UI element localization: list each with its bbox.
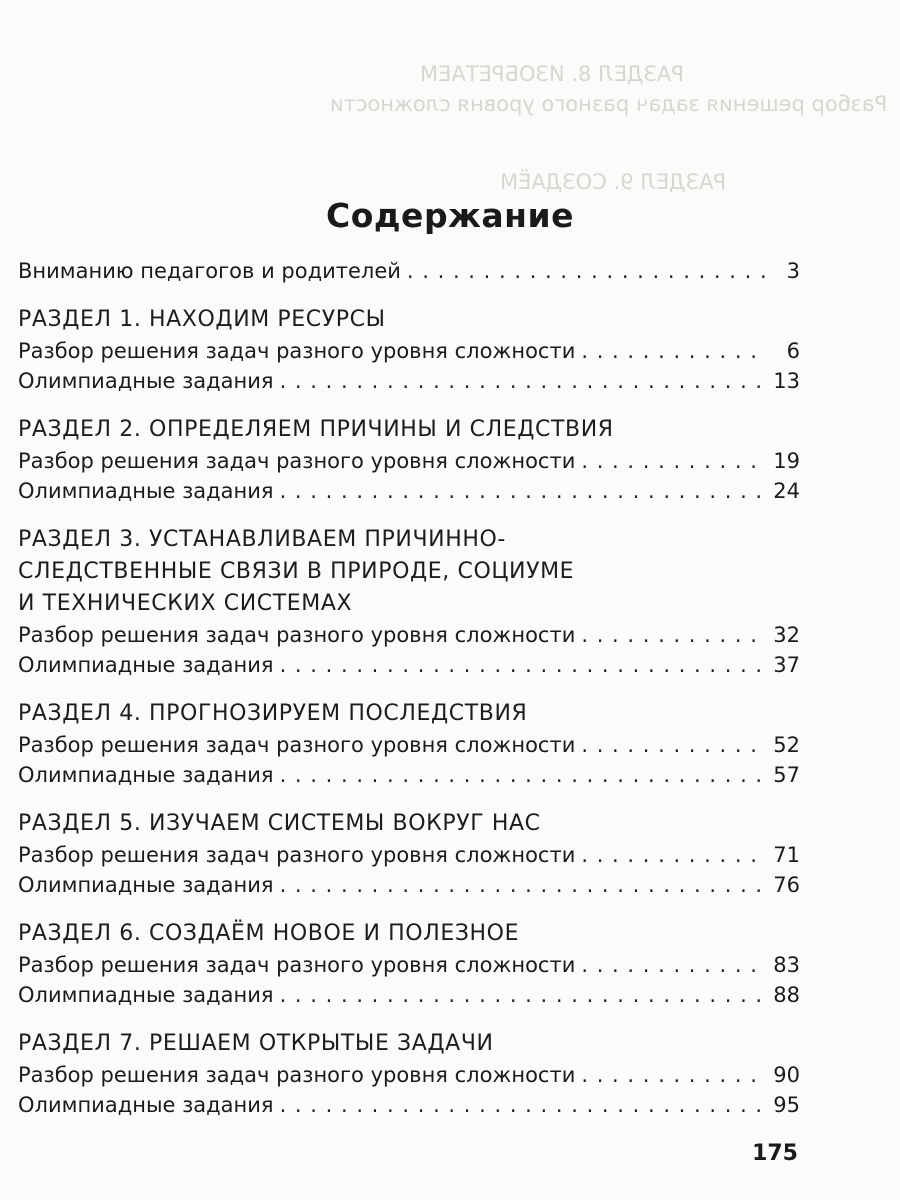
toc-entry-label: Разбор решения задач разного уровня сложности	[18, 843, 576, 867]
toc-entry-label: Разбор решения задач разного уровня сложности	[18, 449, 576, 473]
toc-entry-page: 3	[786, 259, 800, 283]
toc-entry-page: 83	[773, 953, 800, 977]
toc-entry-label: Разбор решения задач разного уровня сложности	[18, 733, 576, 757]
toc-section-6	[18, 918, 800, 1010]
dot-leader	[407, 256, 766, 286]
toc-entry-page: 19	[773, 449, 800, 473]
toc-entry[interactable]	[18, 1090, 800, 1120]
bleed-through-text: РАЗДЕЛ 8. ИЗОБРЕТАЕМ	[420, 62, 684, 86]
toc-entry-page: 90	[773, 1063, 800, 1087]
toc-entry-label: Вниманию педагогов и родителей	[18, 259, 401, 283]
toc-entry-label: Олимпиадные задания	[18, 653, 274, 677]
toc-section-5	[18, 808, 800, 900]
page-title: Содержание	[326, 196, 574, 235]
dot-leader	[581, 840, 766, 870]
toc-entry[interactable]	[18, 730, 800, 760]
dot-leader	[581, 620, 766, 650]
section-heading[interactable]: СЛЕДСТВЕННЫЕ СВЯЗИ В ПРИРОДЕ, СОЦИУМЕ	[18, 559, 575, 584]
toc-entry[interactable]	[18, 1060, 800, 1090]
dot-leader	[280, 366, 766, 396]
toc-entry-label: Олимпиадные задания	[18, 983, 274, 1007]
toc-entry[interactable]	[18, 950, 800, 980]
toc-entry[interactable]	[18, 870, 800, 900]
toc-entry-label: Олимпиадные задания	[18, 1093, 274, 1117]
toc-entry-label: Олимпиадные задания	[18, 873, 274, 897]
toc-entry-page: 76	[773, 873, 800, 897]
section-heading[interactable]: РАЗДЕЛ 1. НАХОДИМ РЕСУРСЫ	[18, 307, 386, 332]
dot-leader	[280, 650, 766, 680]
toc-entry-page: 71	[773, 843, 800, 867]
dot-leader	[581, 950, 766, 980]
toc-entry[interactable]	[18, 336, 800, 366]
toc-entry-label: Олимпиадные задания	[18, 763, 274, 787]
toc-entry-label: Разбор решения задач разного уровня сложности	[18, 1063, 576, 1087]
dot-leader	[581, 730, 766, 760]
bleed-through-text: Разбор решения задач разного уровня сложности	[330, 92, 888, 116]
dot-leader	[280, 980, 766, 1010]
toc-entry[interactable]	[18, 476, 800, 506]
toc-entry[interactable]	[18, 650, 800, 680]
toc-entry-label: Разбор решения задач разного уровня сложности	[18, 623, 576, 647]
toc-entry-page: 57	[773, 763, 800, 787]
toc-entry[interactable]	[18, 366, 800, 396]
page-number: 175	[752, 1141, 798, 1166]
toc-entry-page: 37	[773, 653, 800, 677]
table-of-contents	[18, 256, 800, 1120]
toc-section-2	[18, 414, 800, 506]
dot-leader	[280, 760, 766, 790]
toc-entry-page: 88	[773, 983, 800, 1007]
toc-entry-page: 24	[773, 479, 800, 503]
dot-leader	[280, 1090, 766, 1120]
toc-entry-label: Олимпиадные задания	[18, 369, 274, 393]
toc-entry-page: 6	[786, 339, 800, 363]
section-heading[interactable]: РАЗДЕЛ 2. ОПРЕДЕЛЯЕМ ПРИЧИНЫ И СЛЕДСТВИЯ	[18, 417, 614, 442]
section-heading[interactable]: РАЗДЕЛ 4. ПРОГНОЗИРУЕМ ПОСЛЕДСТВИЯ	[18, 701, 528, 726]
dot-leader	[581, 336, 766, 366]
toc-section-7	[18, 1028, 800, 1120]
toc-entry[interactable]	[18, 840, 800, 870]
toc-sections	[18, 304, 800, 1120]
toc-entry-label: Олимпиадные задания	[18, 479, 274, 503]
toc-entry-page: 95	[773, 1093, 800, 1117]
section-heading[interactable]: И ТЕХНИЧЕСКИХ СИСТЕМАХ	[18, 591, 353, 616]
toc-entry-label: Разбор решения задач разного уровня сложности	[18, 953, 576, 977]
section-heading[interactable]: РАЗДЕЛ 7. РЕШАЕМ ОТКРЫТЫЕ ЗАДАЧИ	[18, 1031, 494, 1056]
toc-section-1	[18, 304, 800, 396]
section-heading[interactable]: РАЗДЕЛ 3. УСТАНАВЛИВАЕМ ПРИЧИННО-	[18, 527, 506, 552]
toc-entry-page: 52	[773, 733, 800, 757]
section-heading[interactable]: РАЗДЕЛ 6. СОЗДАЁМ НОВОЕ И ПОЛЕЗНОЕ	[18, 921, 520, 946]
toc-entry[interactable]	[18, 620, 800, 650]
dot-leader	[581, 1060, 766, 1090]
bleed-through-text: РАЗДЕЛ 9. СОЗДАЁМ	[500, 170, 727, 194]
toc-entry-intro[interactable]	[18, 256, 800, 286]
toc-entry-label: Разбор решения задач разного уровня сложности	[18, 339, 576, 363]
toc-section-3	[18, 524, 800, 680]
toc-entry[interactable]	[18, 980, 800, 1010]
dot-leader	[280, 870, 766, 900]
toc-entry[interactable]	[18, 446, 800, 476]
section-heading[interactable]: РАЗДЕЛ 5. ИЗУЧАЕМ СИСТЕМЫ ВОКРУГ НАС	[18, 811, 541, 836]
toc-entry[interactable]	[18, 760, 800, 790]
toc-entry-page: 13	[773, 369, 800, 393]
toc-section-4	[18, 698, 800, 790]
dot-leader	[280, 476, 766, 506]
toc-entry-page: 32	[773, 623, 800, 647]
dot-leader	[581, 446, 766, 476]
